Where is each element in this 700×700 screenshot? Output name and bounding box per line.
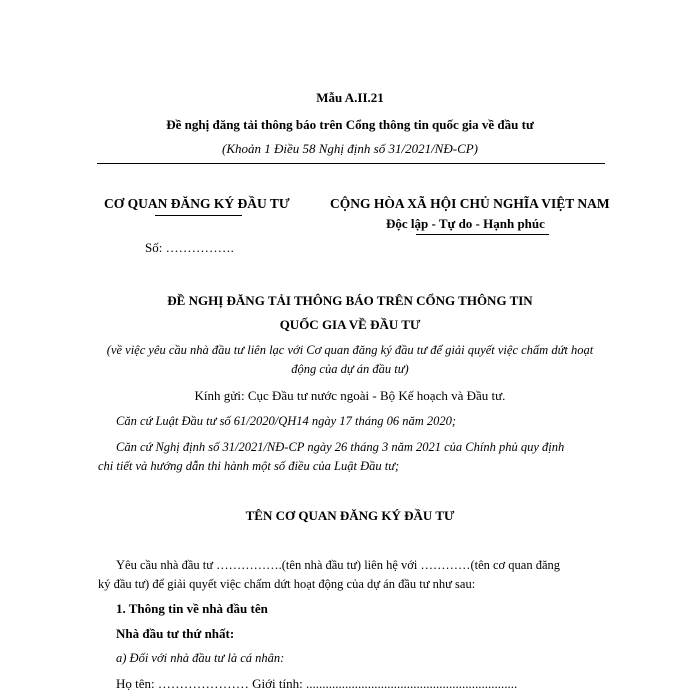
agency-name: CƠ QUAN ĐĂNG KÝ ĐẦU TƯ <box>104 196 290 211</box>
document-subtitle-line1: (về việc yêu cầu nhà đầu tư liên lạc với Cơ quan đăng ký đầu tư để giải quyết việc chấm dứt hoạt <box>106 343 594 357</box>
motto-underline <box>416 234 549 235</box>
document-subtitle-line2: động của dự án đầu tư) <box>291 362 409 376</box>
legal-basis-2-line1: Căn cứ Nghị định số 31/2021/NĐ-CP ngày 26 tháng 3 năm 2021 của Chính phủ quy định <box>116 440 565 454</box>
document-title-line1: ĐỀ NGHỊ ĐĂNG TẢI THÔNG BÁO TRÊN CỔNG THÔNG TIN <box>167 293 533 308</box>
recipient: Kính gửi: Cục Đầu tư nước ngoài - Bộ Kế hoạch và Đầu tư. <box>194 388 506 403</box>
document-number: Số: ……………. <box>145 240 234 255</box>
agency-heading: TÊN CƠ QUAN ĐĂNG KÝ ĐẦU TƯ <box>245 508 455 523</box>
request-line1: Yêu cầu nhà đầu tư …………….(tên nhà đầu tư) liên hệ với …………(tên cơ quan đăng <box>116 558 561 572</box>
section-1-heading: 1. Thông tin về nhà đầu tên <box>116 601 268 616</box>
agency-underline <box>155 215 242 216</box>
form-code: Mẫu A.II.21 <box>316 90 384 105</box>
legal-basis: (Khoản 1 Điều 58 Nghị định số 31/2021/NĐ-CP) <box>221 141 479 156</box>
national-motto: Độc lập - Tự do - Hạnh phúc <box>386 216 545 231</box>
first-investor-label: Nhà đầu tư thứ nhất: <box>116 626 235 641</box>
form-title: Đề nghị đăng tải thông báo trên Cổng thông tin quốc gia về đầu tư <box>166 117 534 132</box>
individual-investor-label: a) Đối với nhà đầu tư là cá nhân: <box>116 651 285 665</box>
header-divider <box>97 163 605 164</box>
legal-basis-2-line2: chi tiết và hướng dẫn thi hành một số điều của Luật Đầu tư; <box>98 459 400 473</box>
name-gender-field: Họ tên: ………………… Giới tính: ................................................................. <box>116 676 518 691</box>
legal-basis-1: Căn cứ Luật Đầu tư số 61/2020/QH14 ngày 17 tháng 06 năm 2020; <box>116 414 457 428</box>
country-name: CỘNG HÒA XÃ HỘI CHỦ NGHĨA VIỆT NAM <box>330 196 610 211</box>
document-title-line2: QUỐC GIA VỀ ĐẦU TƯ <box>279 317 421 332</box>
request-line2: ký đầu tư) để giải quyết việc chấm dứt hoạt động của dự án đầu tư như sau: <box>98 577 476 591</box>
